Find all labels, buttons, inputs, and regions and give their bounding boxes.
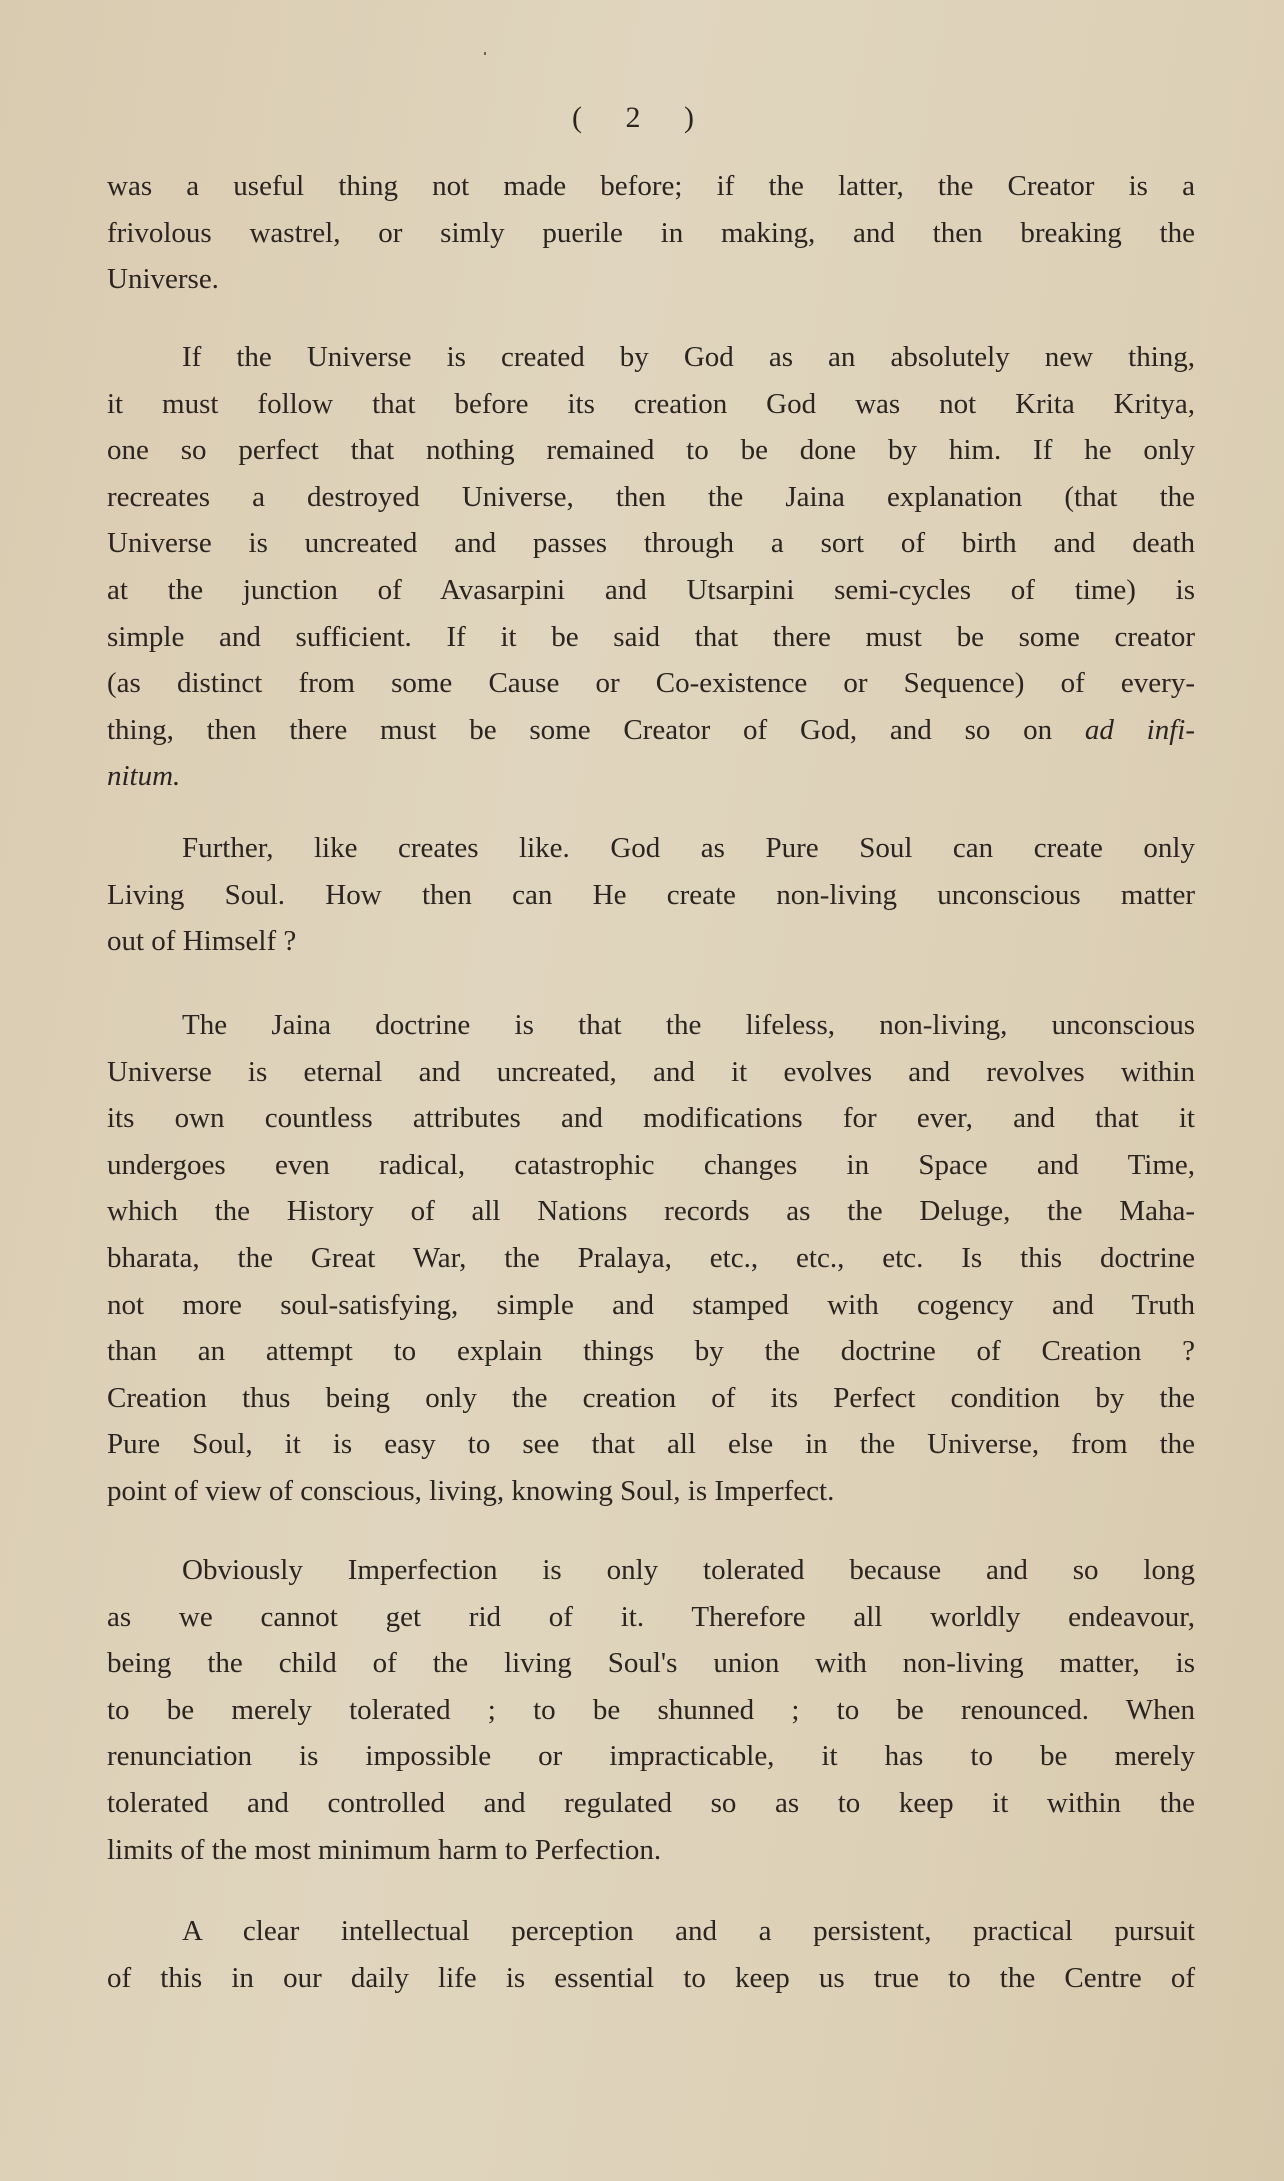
text-segment: If the Universe is created by God as an absolutely new thing,: [182, 341, 1195, 373]
text-segment: limits of the most minimum harm to Perfection.: [107, 1833, 662, 1866]
text-line: [107, 567, 1195, 614]
text-segment: Universe is eternal and uncreated, and it evolves and revolves within: [107, 1055, 1195, 1088]
text-segment: Further, like creates like. God as Pure Soul can create only: [182, 832, 1195, 864]
paragraph: [107, 1908, 1195, 2001]
text-segment: at the junction of Avasarpini and Utsarpini semi-cycles of time) is: [107, 573, 1195, 606]
text-line: [107, 1780, 1195, 1827]
text-line: [107, 707, 1195, 754]
text-line: [107, 1547, 1195, 1594]
text-line: [107, 918, 1195, 965]
text-segment: Creation thus being only the creation of its Perfect condition by the: [107, 1381, 1195, 1414]
text-line: [107, 210, 1195, 257]
paragraph: [107, 1547, 1195, 1873]
italic-text: nitum.: [107, 760, 181, 793]
text-segment: Universe is uncreated and passes through a sort of birth and death: [107, 527, 1195, 560]
text-line: [107, 1188, 1195, 1235]
text-line: [107, 660, 1195, 707]
text-segment: frivolous wastrel, or simly puerile in making, and then breaking the: [107, 216, 1195, 249]
paragraph: [107, 1002, 1195, 1515]
text-line: [107, 334, 1195, 381]
text-segment: thing, then there must be some Creator of God, and so on: [107, 713, 1085, 746]
scan-speck: [484, 52, 486, 55]
text-segment: (as distinct from some Cause or Co-existence or Sequence) of every-: [107, 667, 1195, 700]
text-line: [107, 474, 1195, 521]
page-number: ( 2 ): [572, 101, 712, 134]
text-line: [107, 825, 1195, 872]
text-line: [107, 1049, 1195, 1096]
text-segment: recreates a destroyed Universe, then the Jaina explanation (that the: [107, 480, 1195, 513]
italic-text: ad infi-: [1084, 713, 1195, 746]
text-line: [107, 256, 1195, 303]
text-line: [107, 1594, 1195, 1641]
text-segment: one so perfect that nothing remained to be done by him. If he only: [107, 434, 1195, 467]
text-segment: as we cannot get rid of it. Therefore all worldly endeavour,: [107, 1600, 1195, 1633]
text-line: [107, 520, 1195, 567]
paragraph: [107, 825, 1195, 965]
text-segment: tolerated and controlled and regulated so as to keep it within the: [107, 1786, 1195, 1819]
text-segment: out of Himself ?: [107, 925, 297, 958]
text-segment: it must follow that before its creation God was not Krita Kritya,: [107, 387, 1195, 420]
text-segment: Universe.: [107, 263, 219, 296]
text-line: [107, 1421, 1195, 1468]
text-segment: A clear intellectual perception and a persistent, practical pursuit: [182, 1915, 1195, 1947]
text-line: [107, 1687, 1195, 1734]
text-segment: of this in our daily life is essential to keep us true to the Centre of: [107, 1961, 1195, 1994]
text-segment: simple and sufficient. If it be said that there must be some creator: [107, 620, 1195, 653]
text-line: [107, 1142, 1195, 1189]
text-segment: which the History of all Nations records as the Deluge, the Maha-: [107, 1195, 1195, 1228]
text-line: [107, 1375, 1195, 1422]
text-segment: to be merely tolerated ; to be shunned ; to be renounced. When: [107, 1693, 1195, 1726]
paragraph: [107, 163, 1195, 303]
paragraph: [107, 334, 1195, 800]
text-segment: its own countless attributes and modifications for ever, and that it: [107, 1102, 1195, 1135]
text-segment: The Jaina doctrine is that the lifeless, non-living, unconscious: [182, 1009, 1195, 1041]
text-segment: Living Soul. How then can He create non-living unconscious matter: [107, 878, 1195, 911]
text-line: [107, 163, 1195, 210]
text-segment: point of view of conscious, living, knowing Soul, is Imperfect.: [107, 1474, 835, 1507]
text-line: [107, 1827, 1195, 1874]
text-segment: undergoes even radical, catastrophic changes in Space and Time,: [107, 1148, 1195, 1181]
text-segment: Pure Soul, it is easy to see that all else in the Universe, from the: [107, 1428, 1195, 1461]
text-line: [107, 427, 1195, 474]
text-line: [107, 381, 1195, 428]
text-segment: not more soul-satisfying, simple and stamped with cogency and Truth: [107, 1288, 1195, 1321]
text-segment: Obviously Imperfection is only tolerated because and so long: [182, 1554, 1195, 1586]
text-segment: renunciation is impossible or impracticable, it has to be merely: [107, 1740, 1195, 1773]
text-line: [107, 1095, 1195, 1142]
text-line: [107, 1955, 1195, 2002]
text-segment: was a useful thing not made before; if the latter, the Creator is a: [107, 170, 1195, 202]
text-line: [107, 1640, 1195, 1687]
text-line: [107, 1468, 1195, 1515]
text-line: [107, 753, 1195, 800]
text-line: [107, 1235, 1195, 1282]
text-line: [107, 614, 1195, 661]
text-segment: bharata, the Great War, the Pralaya, etc., etc., etc. Is this doctrine: [107, 1241, 1195, 1274]
text-line: [107, 1733, 1195, 1780]
text-line: [107, 1328, 1195, 1375]
text-line: [107, 1282, 1195, 1329]
text-line: [107, 872, 1195, 919]
text-segment: than an attempt to explain things by the doctrine of Creation ?: [107, 1335, 1195, 1368]
text-line: [107, 1002, 1195, 1049]
text-segment: being the child of the living Soul's union with non-living matter, is: [107, 1647, 1195, 1680]
text-line: [107, 1908, 1195, 1955]
